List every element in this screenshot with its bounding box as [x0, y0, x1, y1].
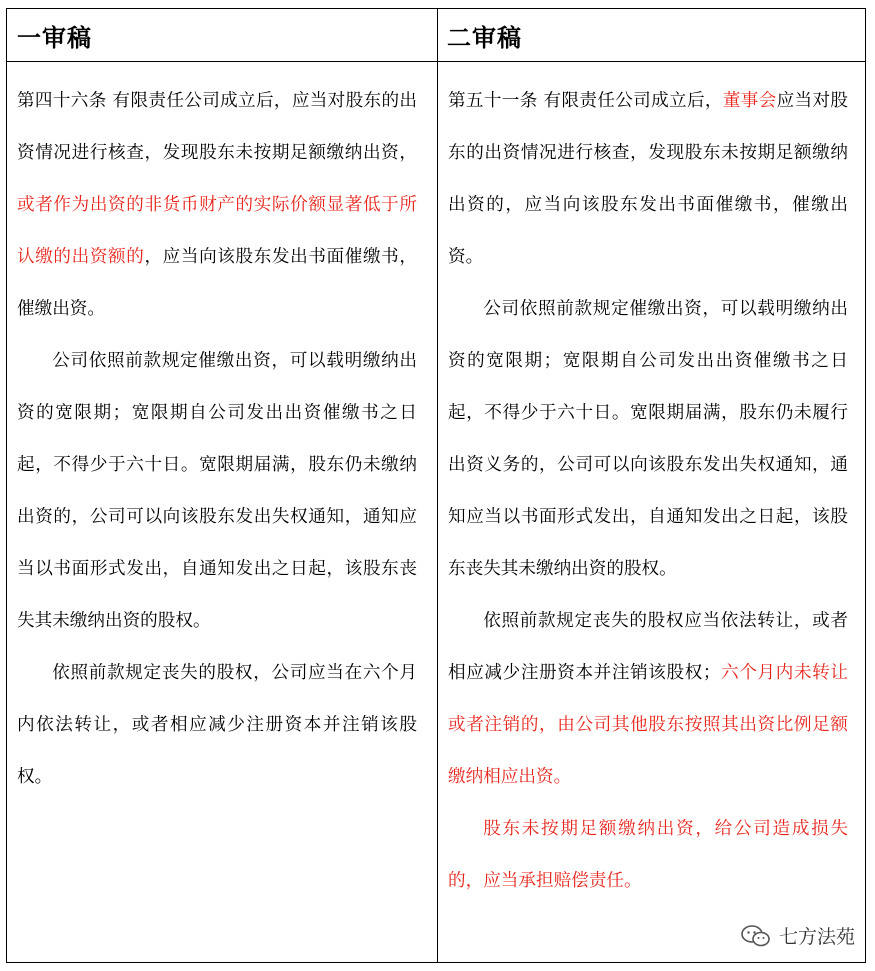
header-second-draft: 二审稿 [447, 23, 522, 52]
second-draft-para-2: 公司依照前款规定催缴出资，可以载明缴纳出资的宽限期；宽限期自公司发出出资催缴书之日起，不得少于六十日。宽限期届满，股东仍未履行出资义务的，公司可以向该股东发出失权通知，通知应当以书面形式发出，自通知发出之日起，该股东丧失其未缴纳出资的股权。 [448, 299, 848, 579]
first-draft-column [17, 75, 417, 803]
highlighted-text: 六个月内未转让或者注销的，由公司其他股东按照其出资比例足额缴纳相应出资。 [448, 663, 848, 787]
article-text: 第四十六条 有限责任公司成立后，应当对股东的出资情况进行核查，发现股东未按期足额缴纳出资， [17, 91, 417, 163]
second-draft-para-4: 股东未按期足额缴纳出资，给公司造成损失的，应当承担赔偿责任。 [448, 819, 848, 891]
article-text: 应当对股东的出资情况进行核查，发现股东未按期足额缴纳出资的，应当向该股东发出书面催缴书，催缴出资。 [448, 91, 848, 267]
header-divider [7, 61, 865, 62]
wechat-icon [741, 924, 771, 948]
second-draft-para-3 [448, 595, 848, 803]
highlighted-text: 或者作为出资的非货币财产的实际价额显著低于所认缴的出资额的 [17, 195, 417, 267]
watermark [741, 922, 855, 949]
watermark-text: 七方法苑 [778, 926, 855, 948]
header-first-draft: 一审稿 [17, 23, 92, 52]
article-text: 第五十一条 有限责任公司成立后， [448, 91, 723, 111]
second-draft-column [448, 75, 848, 907]
column-divider [437, 9, 438, 962]
highlighted-text: 董事会 [722, 91, 777, 111]
first-draft-article-para [17, 75, 417, 335]
article-text: ，应当向该股东发出书面催缴书，催缴出资。 [17, 247, 417, 319]
second-draft-article-para [448, 75, 848, 283]
first-draft-para-3: 依照前款规定丧失的股权，公司应当在六个月内依法转让，或者相应减少注册资本并注销该股权。 [17, 663, 417, 787]
first-draft-para-2: 公司依照前款规定催缴出资，可以载明缴纳出资的宽限期；宽限期自公司发出出资催缴书之日起，不得少于六十日。宽限期届满，股东仍未缴纳出资的，公司可以向该股东发出失权通知，通知应当以书面形式发出，自通知发出之日起，该股东丧失其未缴纳出资的股权。 [17, 351, 417, 631]
article-text: 依照前款规定丧失的股权应当依法转让，或者相应减少注册资本并注销该股权； [448, 611, 848, 683]
comparison-table [6, 8, 866, 963]
